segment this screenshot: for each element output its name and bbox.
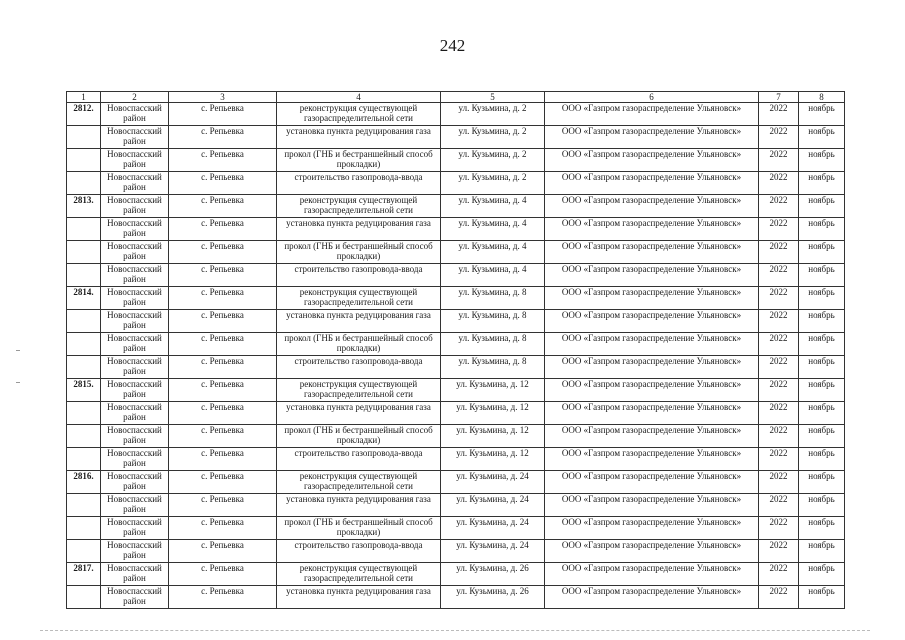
row-number-cell <box>67 586 101 609</box>
row-number-cell <box>67 172 101 195</box>
month-cell: ноябрь <box>799 425 845 448</box>
address-cell: ул. Кузьмина, д. 8 <box>441 310 545 333</box>
settlement-cell: с. Репьевка <box>169 149 277 172</box>
settlement-cell: с. Репьевка <box>169 356 277 379</box>
table-row <box>67 448 845 471</box>
address-cell: ул. Кузьмина, д. 4 <box>441 241 545 264</box>
settlement-cell: с. Репьевка <box>169 103 277 126</box>
region-cell: Новоспасский район <box>101 494 169 517</box>
work-cell: прокол (ГНБ и бестраншейный способ прокладки) <box>277 517 441 540</box>
work-cell: прокол (ГНБ и бестраншейный способ прокладки) <box>277 425 441 448</box>
margin-mark <box>16 382 20 383</box>
organization-cell: ООО «Газпром газораспределение Ульяновск» <box>545 287 759 310</box>
table-row <box>67 287 845 310</box>
work-cell: установка пункта редуцирования газа <box>277 402 441 425</box>
table-row <box>67 540 845 563</box>
region-cell: Новоспасский район <box>101 448 169 471</box>
settlement-cell: с. Репьевка <box>169 448 277 471</box>
year-cell: 2022 <box>759 149 799 172</box>
month-cell: ноябрь <box>799 333 845 356</box>
work-cell: реконструкция существующей газораспределительной сети <box>277 103 441 126</box>
settlement-cell: с. Репьевка <box>169 586 277 609</box>
table-row <box>67 379 845 402</box>
month-cell: ноябрь <box>799 310 845 333</box>
region-cell: Новоспасский район <box>101 425 169 448</box>
work-cell: прокол (ГНБ и бестраншейный способ прокладки) <box>277 333 441 356</box>
header-cell: 3 <box>169 92 277 103</box>
region-cell: Новоспасский район <box>101 471 169 494</box>
settlement-cell: с. Репьевка <box>169 494 277 517</box>
header-cell: 4 <box>277 92 441 103</box>
year-cell: 2022 <box>759 172 799 195</box>
organization-cell: ООО «Газпром газораспределение Ульяновск» <box>545 103 759 126</box>
work-cell: установка пункта редуцирования газа <box>277 494 441 517</box>
organization-cell: ООО «Газпром газораспределение Ульяновск» <box>545 494 759 517</box>
header-row <box>67 92 845 103</box>
year-cell: 2022 <box>759 494 799 517</box>
month-cell: ноябрь <box>799 218 845 241</box>
row-number-cell: 2813. <box>67 195 101 218</box>
year-cell: 2022 <box>759 356 799 379</box>
header-cell: 1 <box>67 92 101 103</box>
work-cell: реконструкция существующей газораспределительной сети <box>277 379 441 402</box>
work-cell: установка пункта редуцирования газа <box>277 310 441 333</box>
work-cell: прокол (ГНБ и бестраншейный способ прокладки) <box>277 149 441 172</box>
row-number-cell <box>67 356 101 379</box>
address-cell: ул. Кузьмина, д. 26 <box>441 586 545 609</box>
row-number-cell <box>67 425 101 448</box>
region-cell: Новоспасский район <box>101 195 169 218</box>
settlement-cell: с. Репьевка <box>169 218 277 241</box>
header-cell: 5 <box>441 92 545 103</box>
region-cell: Новоспасский район <box>101 103 169 126</box>
year-cell: 2022 <box>759 218 799 241</box>
settlement-cell: с. Репьевка <box>169 425 277 448</box>
settlement-cell: с. Репьевка <box>169 471 277 494</box>
month-cell: ноябрь <box>799 241 845 264</box>
address-cell: ул. Кузьмина, д. 8 <box>441 287 545 310</box>
address-cell: ул. Кузьмина, д. 24 <box>441 471 545 494</box>
address-cell: ул. Кузьмина, д. 24 <box>441 540 545 563</box>
table-row <box>67 402 845 425</box>
address-cell: ул. Кузьмина, д. 2 <box>441 149 545 172</box>
organization-cell: ООО «Газпром газораспределение Ульяновск» <box>545 425 759 448</box>
month-cell: ноябрь <box>799 195 845 218</box>
year-cell: 2022 <box>759 402 799 425</box>
address-cell: ул. Кузьмина, д. 4 <box>441 195 545 218</box>
year-cell: 2022 <box>759 586 799 609</box>
month-cell: ноябрь <box>799 287 845 310</box>
settlement-cell: с. Репьевка <box>169 287 277 310</box>
row-number-cell: 2815. <box>67 379 101 402</box>
address-cell: ул. Кузьмина, д. 12 <box>441 379 545 402</box>
address-cell: ул. Кузьмина, д. 24 <box>441 517 545 540</box>
row-number-cell <box>67 241 101 264</box>
document-table-wrap <box>66 91 844 609</box>
row-number-cell <box>67 149 101 172</box>
work-cell: реконструкция существующей газораспределительной сети <box>277 471 441 494</box>
row-number-cell <box>67 494 101 517</box>
header-cell: 6 <box>545 92 759 103</box>
table-row <box>67 172 845 195</box>
work-cell: строительство газопровода-ввода <box>277 172 441 195</box>
year-cell: 2022 <box>759 310 799 333</box>
organization-cell: ООО «Газпром газораспределение Ульяновск» <box>545 448 759 471</box>
month-cell: ноябрь <box>799 264 845 287</box>
year-cell: 2022 <box>759 287 799 310</box>
table-row <box>67 517 845 540</box>
month-cell: ноябрь <box>799 356 845 379</box>
work-cell: реконструкция существующей газораспределительной сети <box>277 563 441 586</box>
work-cell: установка пункта редуцирования газа <box>277 586 441 609</box>
row-number-cell <box>67 218 101 241</box>
year-cell: 2022 <box>759 471 799 494</box>
organization-cell: ООО «Газпром газораспределение Ульяновск» <box>545 149 759 172</box>
year-cell: 2022 <box>759 195 799 218</box>
region-cell: Новоспасский район <box>101 379 169 402</box>
row-number-cell <box>67 264 101 287</box>
year-cell: 2022 <box>759 264 799 287</box>
address-cell: ул. Кузьмина, д. 2 <box>441 126 545 149</box>
table-row <box>67 563 845 586</box>
row-number-cell: 2812. <box>67 103 101 126</box>
address-cell: ул. Кузьмина, д. 4 <box>441 264 545 287</box>
region-cell: Новоспасский район <box>101 310 169 333</box>
year-cell: 2022 <box>759 563 799 586</box>
settlement-cell: с. Репьевка <box>169 195 277 218</box>
row-number-cell <box>67 517 101 540</box>
month-cell: ноябрь <box>799 149 845 172</box>
month-cell: ноябрь <box>799 379 845 402</box>
page-number: 242 <box>439 36 466 55</box>
row-number-cell: 2817. <box>67 563 101 586</box>
settlement-cell: с. Репьевка <box>169 517 277 540</box>
work-cell: строительство газопровода-ввода <box>277 540 441 563</box>
region-cell: Новоспасский район <box>101 149 169 172</box>
work-cell: строительство газопровода-ввода <box>277 356 441 379</box>
table-row <box>67 471 845 494</box>
table-row <box>67 586 845 609</box>
month-cell: ноябрь <box>799 563 845 586</box>
organization-cell: ООО «Газпром газораспределение Ульяновск» <box>545 172 759 195</box>
table-body <box>67 92 845 609</box>
region-cell: Новоспасский район <box>101 218 169 241</box>
work-cell: установка пункта редуцирования газа <box>277 218 441 241</box>
organization-cell: ООО «Газпром газораспределение Ульяновск» <box>545 402 759 425</box>
settlement-cell: с. Репьевка <box>169 241 277 264</box>
address-cell: ул. Кузьмина, д. 12 <box>441 402 545 425</box>
address-cell: ул. Кузьмина, д. 8 <box>441 333 545 356</box>
organization-cell: ООО «Газпром газораспределение Ульяновск» <box>545 356 759 379</box>
settlement-cell: с. Репьевка <box>169 126 277 149</box>
organization-cell: ООО «Газпром газораспределение Ульяновск» <box>545 517 759 540</box>
row-number-cell <box>67 126 101 149</box>
region-cell: Новоспасский район <box>101 287 169 310</box>
settlement-cell: с. Репьевка <box>169 563 277 586</box>
work-cell: реконструкция существующей газораспределительной сети <box>277 195 441 218</box>
region-cell: Новоспасский район <box>101 172 169 195</box>
year-cell: 2022 <box>759 333 799 356</box>
settlement-cell: с. Репьевка <box>169 402 277 425</box>
organization-cell: ООО «Газпром газораспределение Ульяновск» <box>545 379 759 402</box>
row-number-cell <box>67 310 101 333</box>
settlement-cell: с. Репьевка <box>169 172 277 195</box>
year-cell: 2022 <box>759 448 799 471</box>
table-row <box>67 195 845 218</box>
margin-mark <box>16 350 20 351</box>
year-cell: 2022 <box>759 517 799 540</box>
table-row <box>67 494 845 517</box>
row-number-cell: 2814. <box>67 287 101 310</box>
settlement-cell: с. Репьевка <box>169 310 277 333</box>
work-cell: реконструкция существующей газораспределительной сети <box>277 287 441 310</box>
region-cell: Новоспасский район <box>101 586 169 609</box>
row-number-cell: 2816. <box>67 471 101 494</box>
region-cell: Новоспасский район <box>101 540 169 563</box>
row-number-cell <box>67 402 101 425</box>
region-cell: Новоспасский район <box>101 241 169 264</box>
row-number-cell <box>67 333 101 356</box>
month-cell: ноябрь <box>799 126 845 149</box>
organization-cell: ООО «Газпром газораспределение Ульяновск» <box>545 471 759 494</box>
organization-cell: ООО «Газпром газораспределение Ульяновск» <box>545 126 759 149</box>
region-cell: Новоспасский район <box>101 563 169 586</box>
organization-cell: ООО «Газпром газораспределение Ульяновск» <box>545 540 759 563</box>
table-row <box>67 126 845 149</box>
month-cell: ноябрь <box>799 402 845 425</box>
organization-cell: ООО «Газпром газораспределение Ульяновск» <box>545 333 759 356</box>
table-row <box>67 241 845 264</box>
table-row <box>67 264 845 287</box>
organization-cell: ООО «Газпром газораспределение Ульяновск» <box>545 264 759 287</box>
work-cell: установка пункта редуцирования газа <box>277 126 441 149</box>
organization-cell: ООО «Газпром газораспределение Ульяновск» <box>545 310 759 333</box>
table-row <box>67 356 845 379</box>
table-row <box>67 103 845 126</box>
organization-cell: ООО «Газпром газораспределение Ульяновск» <box>545 563 759 586</box>
region-cell: Новоспасский район <box>101 264 169 287</box>
year-cell: 2022 <box>759 241 799 264</box>
region-cell: Новоспасский район <box>101 517 169 540</box>
settlement-cell: с. Репьевка <box>169 540 277 563</box>
settlement-cell: с. Репьевка <box>169 333 277 356</box>
work-cell: прокол (ГНБ и бестраншейный способ прокладки) <box>277 241 441 264</box>
year-cell: 2022 <box>759 103 799 126</box>
header-cell: 8 <box>799 92 845 103</box>
month-cell: ноябрь <box>799 540 845 563</box>
address-cell: ул. Кузьмина, д. 2 <box>441 103 545 126</box>
table-row <box>67 425 845 448</box>
year-cell: 2022 <box>759 126 799 149</box>
region-cell: Новоспасский район <box>101 356 169 379</box>
organization-cell: ООО «Газпром газораспределение Ульяновск» <box>545 195 759 218</box>
organization-cell: ООО «Газпром газораспределение Ульяновск» <box>545 218 759 241</box>
bottom-rule <box>40 630 870 631</box>
table-row <box>67 310 845 333</box>
month-cell: ноябрь <box>799 172 845 195</box>
year-cell: 2022 <box>759 540 799 563</box>
region-cell: Новоспасский район <box>101 333 169 356</box>
month-cell: ноябрь <box>799 517 845 540</box>
month-cell: ноябрь <box>799 494 845 517</box>
address-cell: ул. Кузьмина, д. 24 <box>441 494 545 517</box>
table-row <box>67 149 845 172</box>
address-cell: ул. Кузьмина, д. 2 <box>441 172 545 195</box>
address-cell: ул. Кузьмина, д. 26 <box>441 563 545 586</box>
month-cell: ноябрь <box>799 103 845 126</box>
year-cell: 2022 <box>759 425 799 448</box>
month-cell: ноябрь <box>799 448 845 471</box>
region-cell: Новоспасский район <box>101 402 169 425</box>
month-cell: ноябрь <box>799 586 845 609</box>
settlement-cell: с. Репьевка <box>169 379 277 402</box>
address-cell: ул. Кузьмина, д. 8 <box>441 356 545 379</box>
address-cell: ул. Кузьмина, д. 12 <box>441 425 545 448</box>
region-cell: Новоспасский район <box>101 126 169 149</box>
settlement-cell: с. Репьевка <box>169 264 277 287</box>
month-cell: ноябрь <box>799 471 845 494</box>
header-cell: 2 <box>101 92 169 103</box>
year-cell: 2022 <box>759 379 799 402</box>
row-number-cell <box>67 448 101 471</box>
address-cell: ул. Кузьмина, д. 4 <box>441 218 545 241</box>
organization-cell: ООО «Газпром газораспределение Ульяновск» <box>545 241 759 264</box>
address-cell: ул. Кузьмина, д. 12 <box>441 448 545 471</box>
row-number-cell <box>67 540 101 563</box>
table-row <box>67 333 845 356</box>
organization-cell: ООО «Газпром газораспределение Ульяновск» <box>545 586 759 609</box>
header-cell: 7 <box>759 92 799 103</box>
table-row <box>67 218 845 241</box>
work-cell: строительство газопровода-ввода <box>277 264 441 287</box>
document-table <box>66 91 845 609</box>
work-cell: строительство газопровода-ввода <box>277 448 441 471</box>
